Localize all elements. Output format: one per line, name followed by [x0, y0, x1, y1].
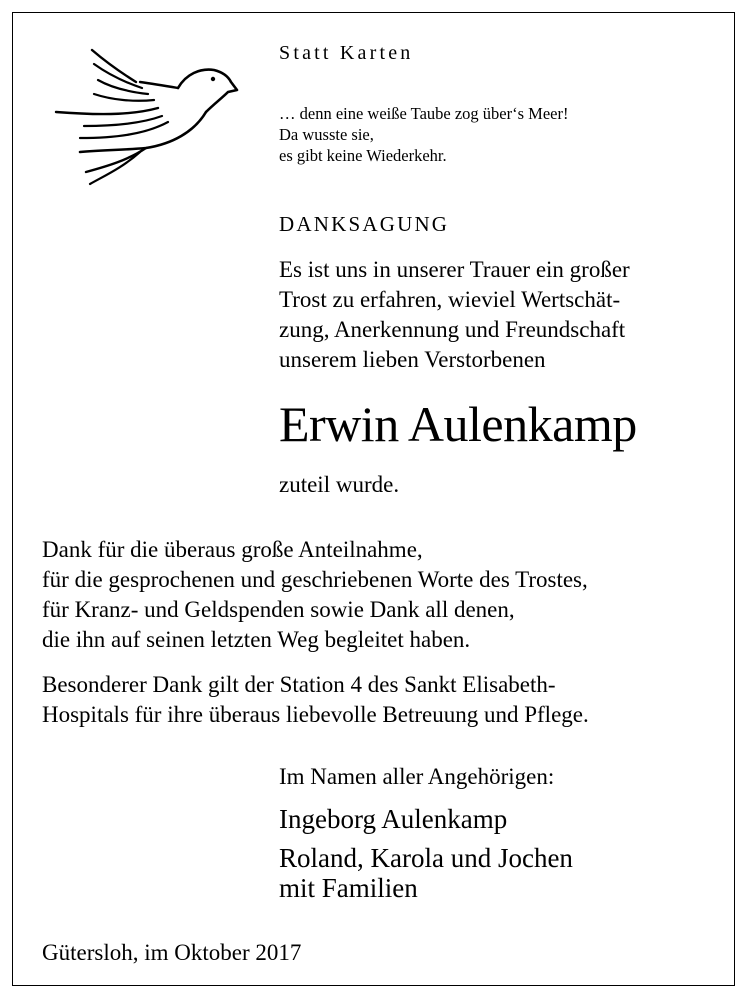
signature-line: Roland, Karola und Jochen — [279, 843, 573, 873]
intro-line: Trost zu erfahren, wieviel Wertschät- — [279, 287, 621, 312]
special-thanks-line: Besonderer Dank gilt der Station 4 des Sankt Elisabeth- — [42, 672, 556, 697]
signature-widow: Ingeborg Aulenkamp — [279, 804, 508, 834]
thanks-line: für die gesprochenen und geschriebenen Worte des Trostes, — [42, 567, 588, 592]
special-thanks-paragraph — [42, 670, 589, 730]
poem-line: … denn eine weiße Taube zog über‘s Meer! — [279, 104, 569, 123]
statt-karten-header: Statt Karten — [279, 42, 414, 64]
signature-line: mit Familien — [279, 873, 418, 903]
on-behalf-text: Im Namen aller Angehörigen: — [279, 764, 555, 789]
thanks-line: für Kranz- und Geldspenden sowie Dank all denen, — [42, 597, 515, 622]
intro-line: Es ist uns in unserer Trauer ein großer — [279, 257, 630, 282]
danksagung-heading: DANKSAGUNG — [279, 212, 450, 236]
dove-icon — [50, 42, 240, 187]
intro-line: unserem lieben Verstorbenen — [279, 347, 546, 372]
poem — [279, 103, 568, 166]
after-name-text: zuteil wurde. — [279, 472, 400, 497]
thanks-line: Dank für die überaus große Anteilnahme, — [42, 537, 423, 562]
intro-line: zung, Anerkennung und Freundschaft — [279, 317, 626, 342]
thanks-paragraph — [42, 535, 588, 655]
thanks-line: die ihn auf seinen letzten Weg begleitet haben. — [42, 627, 471, 652]
poem-line: es gibt keine Wiederkehr. — [279, 146, 447, 165]
intro-text — [279, 255, 630, 375]
place-date: Gütersloh, im Oktober 2017 — [42, 940, 302, 965]
deceased-name: Erwin Aulenkamp — [279, 396, 637, 452]
poem-line: Da wusste sie, — [279, 125, 374, 144]
signature-family — [279, 843, 573, 903]
special-thanks-line: Hospitals für ihre überaus liebevolle Betreuung und Pflege. — [42, 702, 589, 727]
